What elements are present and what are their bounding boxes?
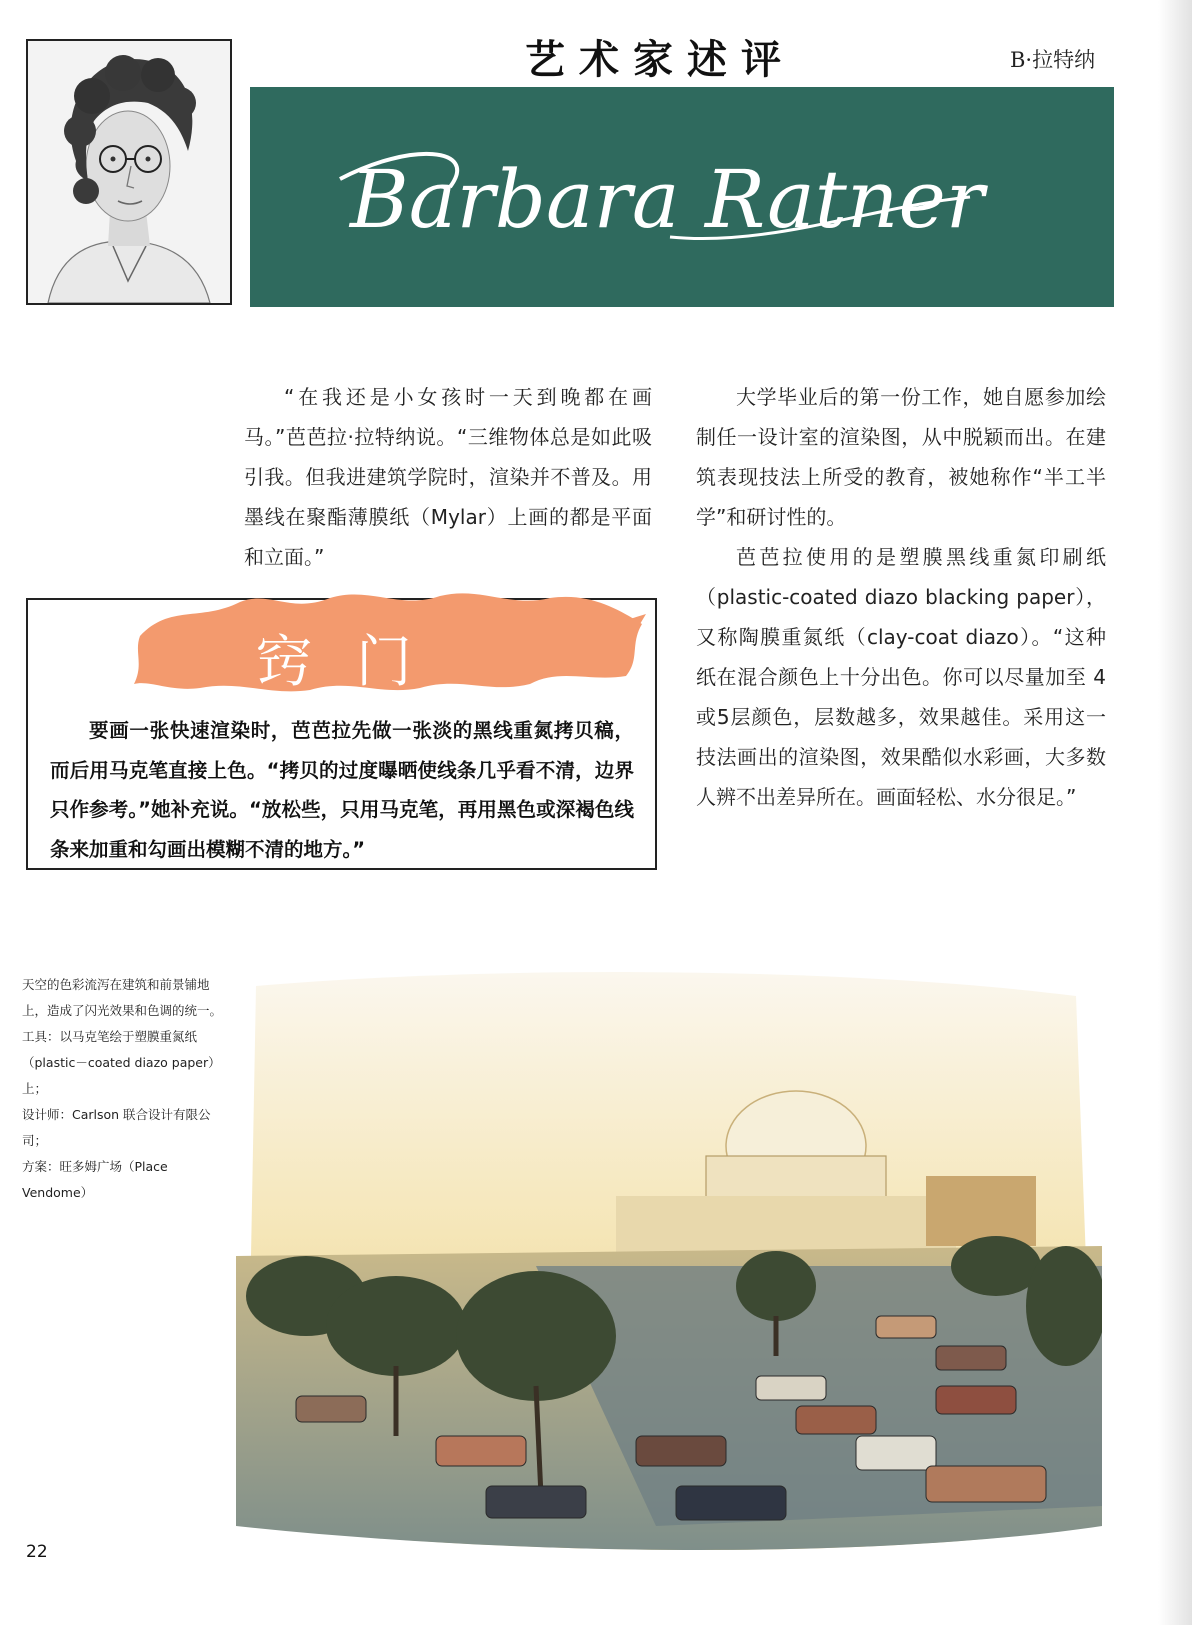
signature-banner xyxy=(250,87,1114,307)
body-paragraph: “在我还是小女孩时一天到晚都在画马。”芭芭拉·拉特纳说。“三维物体总是如此吸引我。但我进建筑学院时，渲染并不普及。用墨线在聚酯薄膜纸（Mylar）上画的都是平面和立面。” xyxy=(244,385,652,569)
header-author-name: B·拉特纳 xyxy=(1010,48,1096,72)
body-text-right-column xyxy=(696,377,1106,817)
body-paragraph: 大学毕业后的第一份工作，她自愿参加绘制任一设计室的渲染图，从中脱颖而出。在建筑表现技法上所受的教育，被她称作“半工半学”和研讨性的。 xyxy=(696,385,1106,529)
caption-line: 方案：旺多姆广场（Place Vendome） xyxy=(22,1159,168,1200)
signature-graphic xyxy=(250,87,1114,307)
signature-text: Barbara Ratner xyxy=(350,153,985,246)
illustration-caption xyxy=(22,972,228,1206)
caption-line: 设计师：Carlson 联合设计有限公司； xyxy=(22,1107,211,1148)
artist-portrait xyxy=(26,39,232,305)
page-title: 艺术家述评 xyxy=(525,37,795,83)
page-number: 22 xyxy=(26,1542,48,1562)
caption-line: 工具：以马克笔绘于塑膜重氮纸（plastic－coated diazo paper）上； xyxy=(22,1029,221,1096)
watercolor-rendering-parking-plaza-icon xyxy=(236,966,1102,1558)
portrait-woman-with-glasses-icon xyxy=(28,41,230,303)
tip-text: 要画一张快速渲染时，芭芭拉先做一张淡的黑线重氮拷贝稿，而后用马克笔直接上色。“拷贝的过度曝晒使线条几乎看不清，边界只作参考。”她补充说。“放松些，只用马克笔，再用黑色或深褐色线条来加重和勾画出模糊不清的地方。” xyxy=(50,719,634,861)
body-paragraph: 芭芭拉使用的是塑膜黑线重氮印刷纸（plastic-coated diazo blacking paper），又称陶膜重氮纸（clay-coat diazo）。“这种纸在混合颜色上十分出色。你可以尽量加至 4 或5层颜色，层数越多，效果越佳。采用这一技法画出的渲染图，效果酷似水彩画，大多数人辨不出差异所在。画面轻松、水分很足。” xyxy=(696,545,1106,809)
caption-line: 天空的色彩流泻在建筑和前景铺地上，造成了闪光效果和色调的统一。 xyxy=(22,977,223,1018)
page-edge-shadow xyxy=(1158,0,1192,1625)
tip-title: 窍门 xyxy=(256,630,456,695)
body-text-left-column xyxy=(244,377,652,577)
